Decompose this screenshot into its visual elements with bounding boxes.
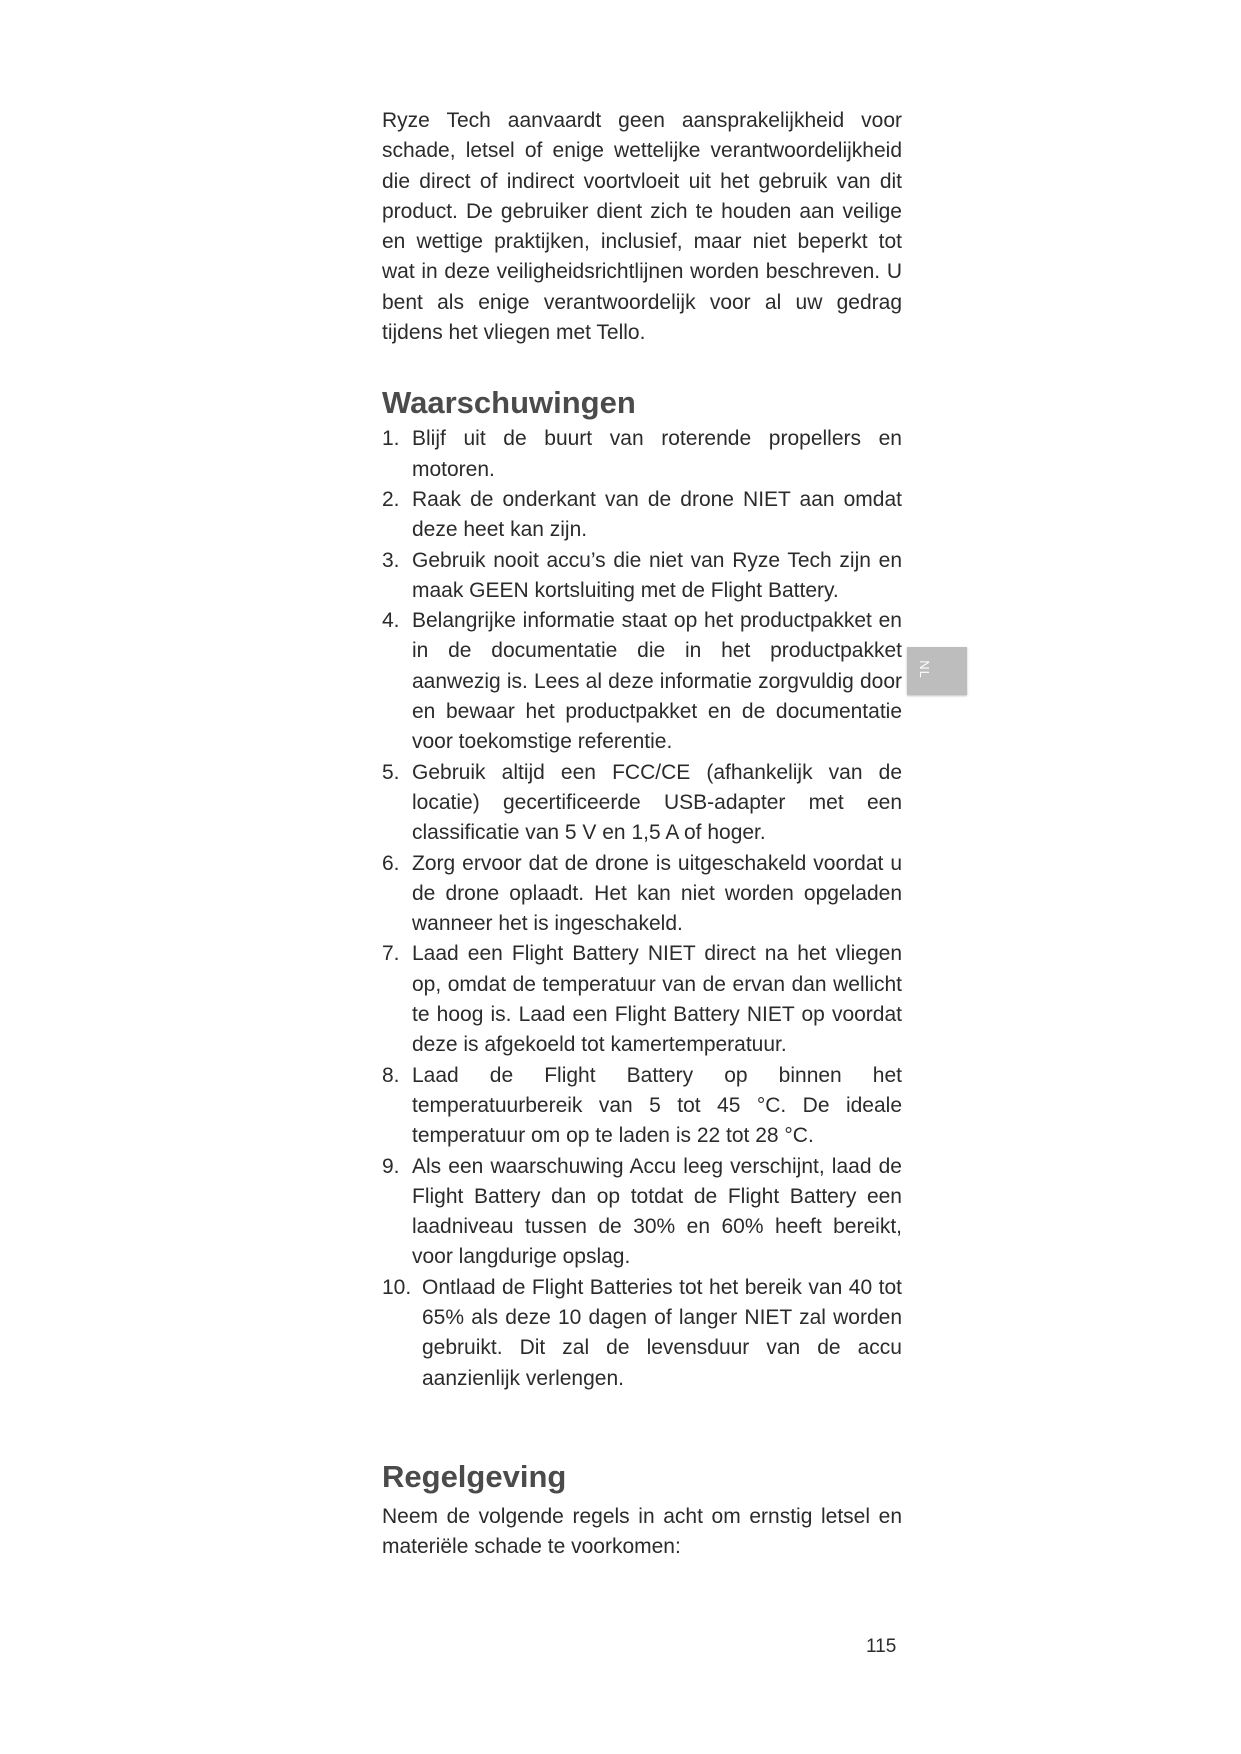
warning-text: Zorg ervoor dat de drone is uitgeschakeld voordat u de drone oplaadt. Het kan niet worden opgeladen wanneer het is ingeschakeld. [412,851,902,936]
warning-number: 5. [382,760,400,784]
warning-number: 6. [382,851,400,875]
warning-item [382,849,902,940]
intro-paragraph: Ryze Tech aanvaardt geen aansprakelijkheid voor schade, letsel of enige wettelijke verantwoordelijkheid die direct of indirect voortvloeit uit het gebruik van dit product. De gebruiker dient zich te houden aan veilige en wettige praktijken, inclusief, maar niet beperkt tot wat in deze veiligheidsrichtlijnen worden beschreven. U bent als enige verantwoordelijk voor al uw gedrag tijdens het vliegen met Tello. [382,109,902,345]
warning-text: Laad een Flight Battery NIET direct na het vliegen op, omdat de temperatuur van de ervan dan wellicht te hoog is. Laad een Flight Battery NIET op voordat deze is afgekoeld tot kamertemperatuur. [412,942,902,1057]
language-tab-label: NL [916,660,932,679]
warning-number: 10. [382,1275,412,1299]
warnings-list [382,424,902,1394]
warning-text: Raak de onderkant van de drone NIET aan omdat deze heet kan zijn. [412,487,902,542]
regelgeving-paragraph: Neem de volgende regels in acht om ernstig letsel en materiële schade te voorkomen: [382,1504,902,1559]
warning-item [382,606,902,757]
warning-item [382,1061,902,1152]
warning-item [382,1273,902,1394]
warning-text: Belangrijke informatie staat op het productpakket en in de documentatie die in het productpakket aanwezig is. Lees al deze informatie zorgvuldig door en bewaar het productpakket en de documentatie voor toekomstige referentie. [412,609,902,754]
warning-item [382,424,902,485]
warnings-heading: Waarschuwingen [382,385,636,421]
warning-number: 9. [382,1154,400,1178]
warning-item [382,939,902,1060]
page-number: 115 [866,1636,897,1657]
warning-item [382,1152,902,1273]
warning-text: Als een waarschuwing Accu leeg verschijnt, laad de Flight Battery dan op totdat de Flight Battery een laadniveau tussen de 30% en 60% heeft bereikt, voor langdurige opslag. [412,1154,902,1269]
warning-text: Gebruik altijd een FCC/CE (afhankelijk van de locatie) gecertificeerde USB-adapter met een classificatie van 5 V en 1,5 A of hoger. [412,760,902,845]
warning-text: Laad de Flight Battery op binnen het temperatuurbereik van 5 tot 45 °C. De ideale temperatuur om op te laden is 22 tot 28 °C. [412,1063,902,1148]
warning-number: 1. [382,427,400,451]
regelgeving-heading: Regelgeving [382,1458,567,1494]
warning-number: 4. [382,609,400,633]
warning-number: 3. [382,548,400,572]
warning-text: Ontlaad de Flight Batteries tot het bereik van 40 tot 65% als deze 10 dagen of langer NIET zal worden gebruikt. Dit zal de levensduur van de accu aanzienlijk verlengen. [422,1275,902,1390]
warning-text: Blijf uit de buurt van roterende propellers en motoren. [412,427,902,481]
warning-number: 7. [382,942,400,966]
warning-text: Gebruik nooit accu’s die niet van Ryze Tech zijn en maak GEEN kortsluiting met de Flight Battery. [412,548,902,602]
warning-item [382,758,902,849]
language-tab [907,647,967,695]
page-content [382,106,902,1562]
warning-number: 8. [382,1063,400,1087]
warning-item [382,546,902,607]
warning-number: 2. [382,487,400,511]
warning-item [382,485,902,546]
